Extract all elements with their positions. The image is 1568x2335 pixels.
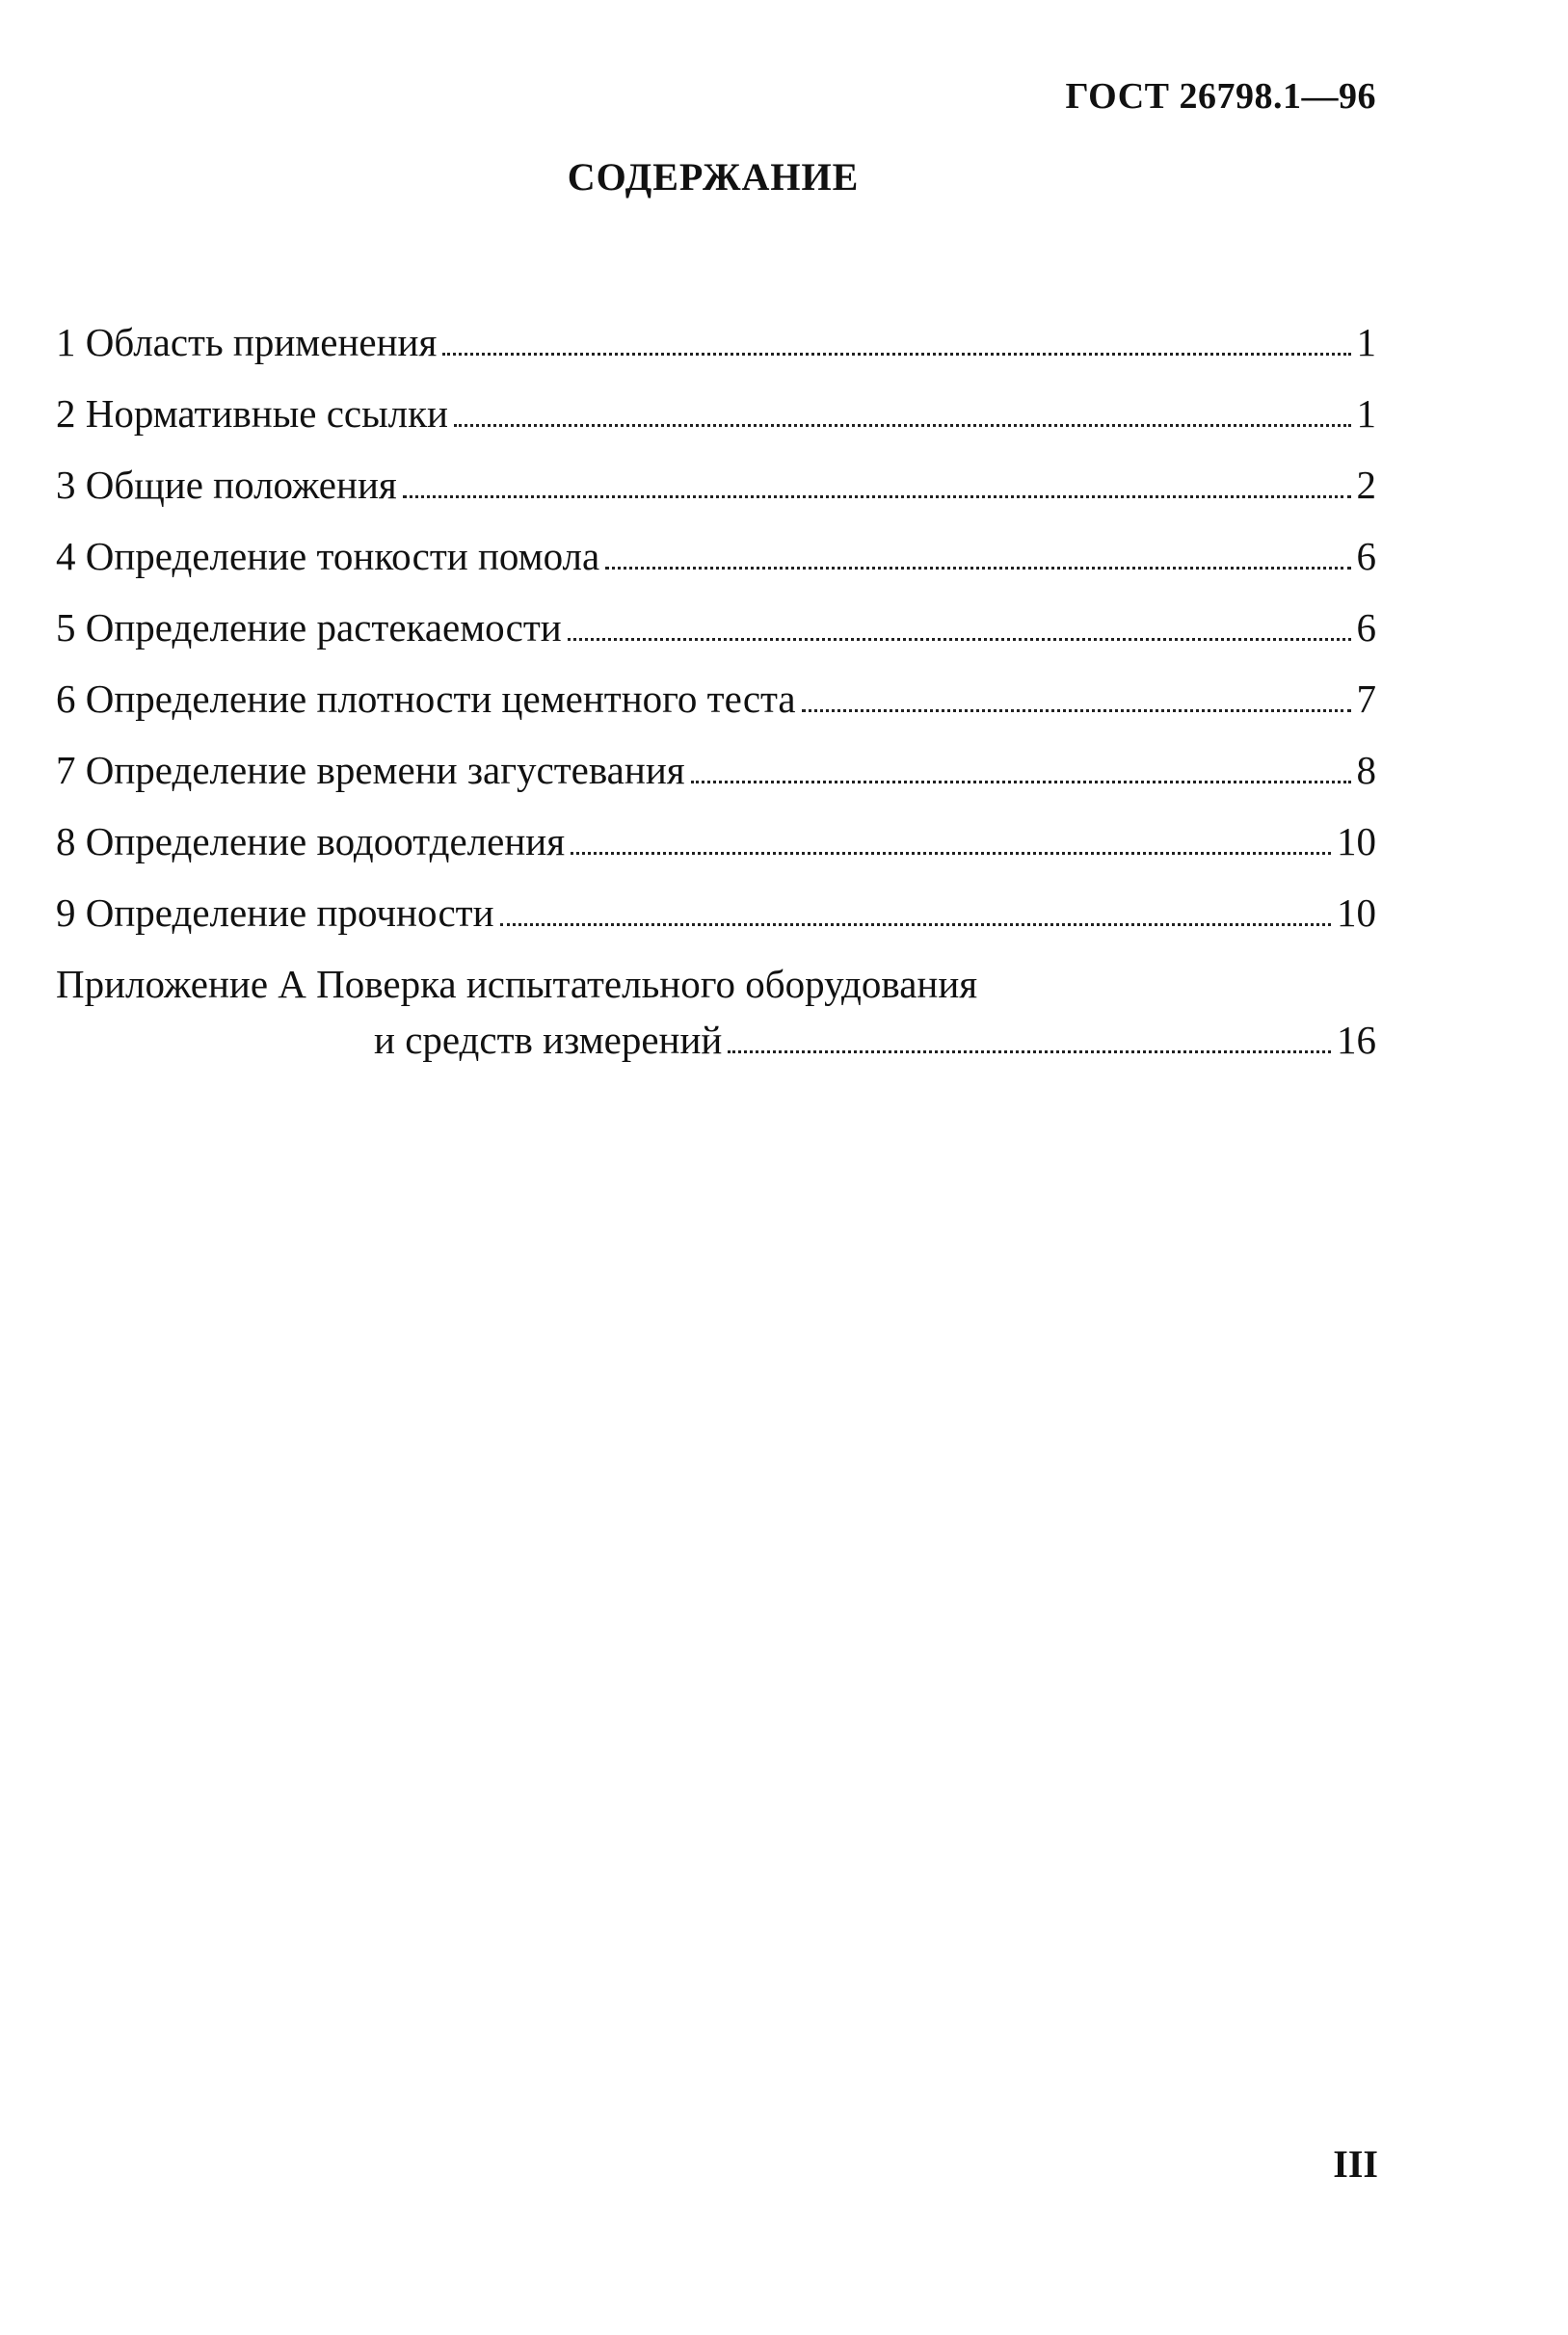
page-number: III — [1333, 2142, 1378, 2186]
toc-entry-label: 4 Определение тонкости помола — [56, 534, 600, 578]
toc-leader-dots — [568, 638, 1351, 641]
toc-entry-label: 2 Нормативные ссылки — [56, 391, 448, 436]
toc-entry — [56, 734, 1376, 806]
toc-leader-dots — [605, 567, 1350, 570]
toc-title: СОДЕРЖАНИЕ — [567, 155, 860, 199]
toc-leader-dots — [691, 781, 1351, 783]
toc-entry — [56, 592, 1376, 663]
toc-entry-page: 10 — [1337, 819, 1376, 863]
toc-entry-label: 6 Определение плотности цементного теста — [56, 677, 796, 721]
toc-entry — [56, 378, 1376, 449]
toc-leader-dots — [454, 424, 1351, 427]
toc-entry-page: 7 — [1356, 677, 1376, 721]
toc-entry — [56, 306, 1376, 378]
toc-appendix-title — [56, 956, 1376, 1012]
toc-appendix-page: 16 — [1337, 1018, 1376, 1062]
toc-entry-label: 8 Определение водоотделения — [56, 819, 566, 863]
toc-leader-dots — [728, 1050, 1331, 1053]
table-of-contents — [56, 306, 1376, 1068]
toc-entry — [56, 449, 1376, 520]
toc-entry-page: 10 — [1337, 890, 1376, 935]
toc-entry-label: 9 Определение прочности — [56, 890, 494, 935]
toc-appendix-entry — [56, 1012, 1376, 1068]
toc-entry-page: 6 — [1356, 605, 1376, 650]
document-code: ГОСТ 26798.1—96 — [1065, 76, 1376, 117]
toc-leader-dots — [802, 709, 1351, 712]
toc-entry — [56, 877, 1376, 948]
toc-appendix-line2: и средств измерений — [374, 1018, 723, 1062]
toc-entry-page: 2 — [1356, 463, 1376, 507]
toc-entry — [56, 520, 1376, 592]
toc-entry-page: 1 — [1356, 320, 1376, 364]
toc-leader-dots — [571, 852, 1331, 855]
toc-entry-page: 8 — [1356, 748, 1376, 792]
toc-entry — [56, 806, 1376, 877]
toc-entry-label: 5 Определение растекаемости — [56, 605, 562, 650]
toc-entry-page: 6 — [1356, 534, 1376, 578]
toc-leader-dots — [500, 923, 1331, 926]
toc-entry-page: 1 — [1356, 391, 1376, 436]
toc-entry-label: 1 Область применения — [56, 320, 438, 364]
toc-leader-dots — [442, 353, 1350, 356]
toc-entry — [56, 663, 1376, 734]
toc-appendix-line1: Приложение А Поверка испытательного оборудования — [56, 962, 978, 1006]
toc-leader-dots — [403, 495, 1351, 498]
toc-entry-label: 7 Определение времени загустевания — [56, 748, 685, 792]
toc-entry-label: 3 Общие положения — [56, 463, 397, 507]
